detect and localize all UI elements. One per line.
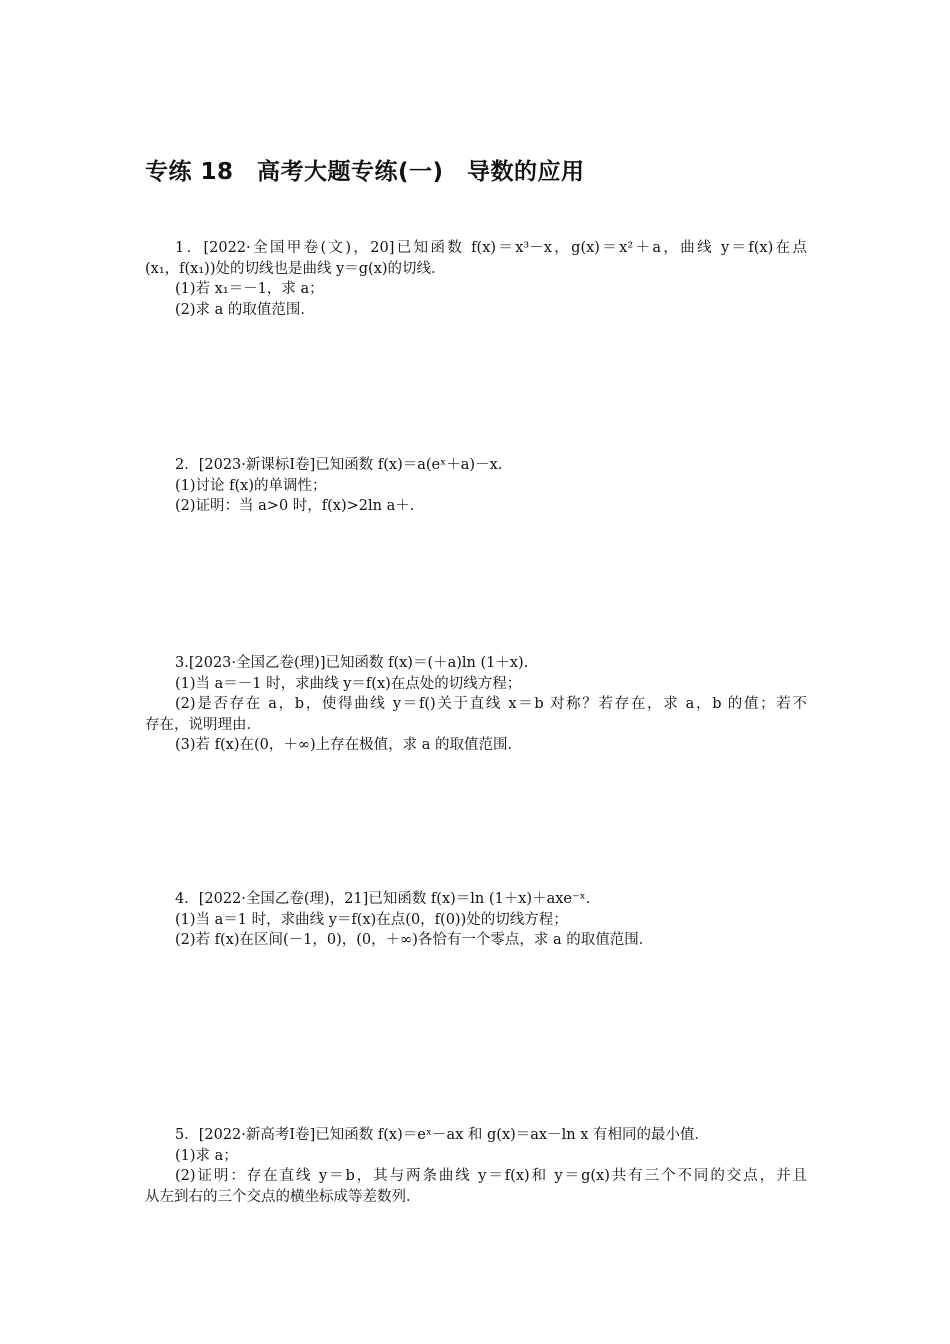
question-line: 3.[2023·全国乙卷(理)]已知函数 f(x)＝(＋a)ln (1＋x). xyxy=(175,655,529,671)
question-line: 1．[2022·全国甲卷(文)，20]已知函数 f(x)＝x³－x，g(x)＝x²＋a，曲线 y＝f(x)在点 xyxy=(175,240,807,256)
question-line: (1)讨论 f(x)的单调性； xyxy=(175,477,327,494)
question-line: (1)当 a＝－1 时，求曲线 y＝f(x)在点处的切线方程； xyxy=(175,675,522,692)
question-line: (2)是否存在 a，b，使得曲线 y＝f()关于直线 x＝b 对称？若存在，求 a，b 的值；若不 xyxy=(175,696,807,712)
question-line: 5．[2022·新高考Ⅰ卷]已知函数 f(x)＝eˣ－ax 和 g(x)＝ax－ln x 有相同的最小值． xyxy=(175,1127,709,1143)
question-2 xyxy=(145,455,807,517)
question-line: 4．[2022·全国乙卷(理)，21]已知函数 f(x)＝ln (1＋x)＋axe⁻ˣ. xyxy=(175,891,591,907)
question-4 xyxy=(145,889,807,951)
question-line: (2)求 a 的取值范围． xyxy=(175,301,315,318)
question-line: (2)证明：存在直线 y＝b，其与两条曲线 y＝f(x)和 y＝g(x)共有三个不同的交点，并且 xyxy=(175,1168,807,1184)
question-line: (1)当 a＝1 时，求曲线 y＝f(x)在点(0，f(0))处的切线方程； xyxy=(175,911,568,928)
question-line: 2．[2023·新课标Ⅰ卷]已知函数 f(x)＝a(eˣ＋a)－x. xyxy=(175,457,503,473)
question-line: 存在，说明理由． xyxy=(145,716,261,733)
question-line: (1)若 x₁＝－1，求 a； xyxy=(175,281,324,297)
question-line: (3)若 f(x)在(0，＋∞)上存在极值，求 a 的取值范围． xyxy=(175,737,522,753)
question-line: 从左到右的三个交点的横坐标成等差数列． xyxy=(145,1188,421,1205)
question-3 xyxy=(145,653,807,756)
question-5 xyxy=(145,1125,807,1207)
question-line: (2)证明：当 a>0 时，f(x)>2ln a＋. xyxy=(175,498,415,514)
question-1 xyxy=(145,238,807,320)
question-line: (2)若 f(x)在区间(－1，0)，(0，＋∞)各恰有一个零点，求 a 的取值范围． xyxy=(175,932,654,948)
page-title: 专练 18 高考大题专练(一) 导数的应用 xyxy=(145,159,585,185)
question-line: (x₁，f(x₁))处的切线也是曲线 y＝g(x)的切线． xyxy=(145,260,446,277)
question-line: (1)求 a； xyxy=(175,1147,238,1164)
